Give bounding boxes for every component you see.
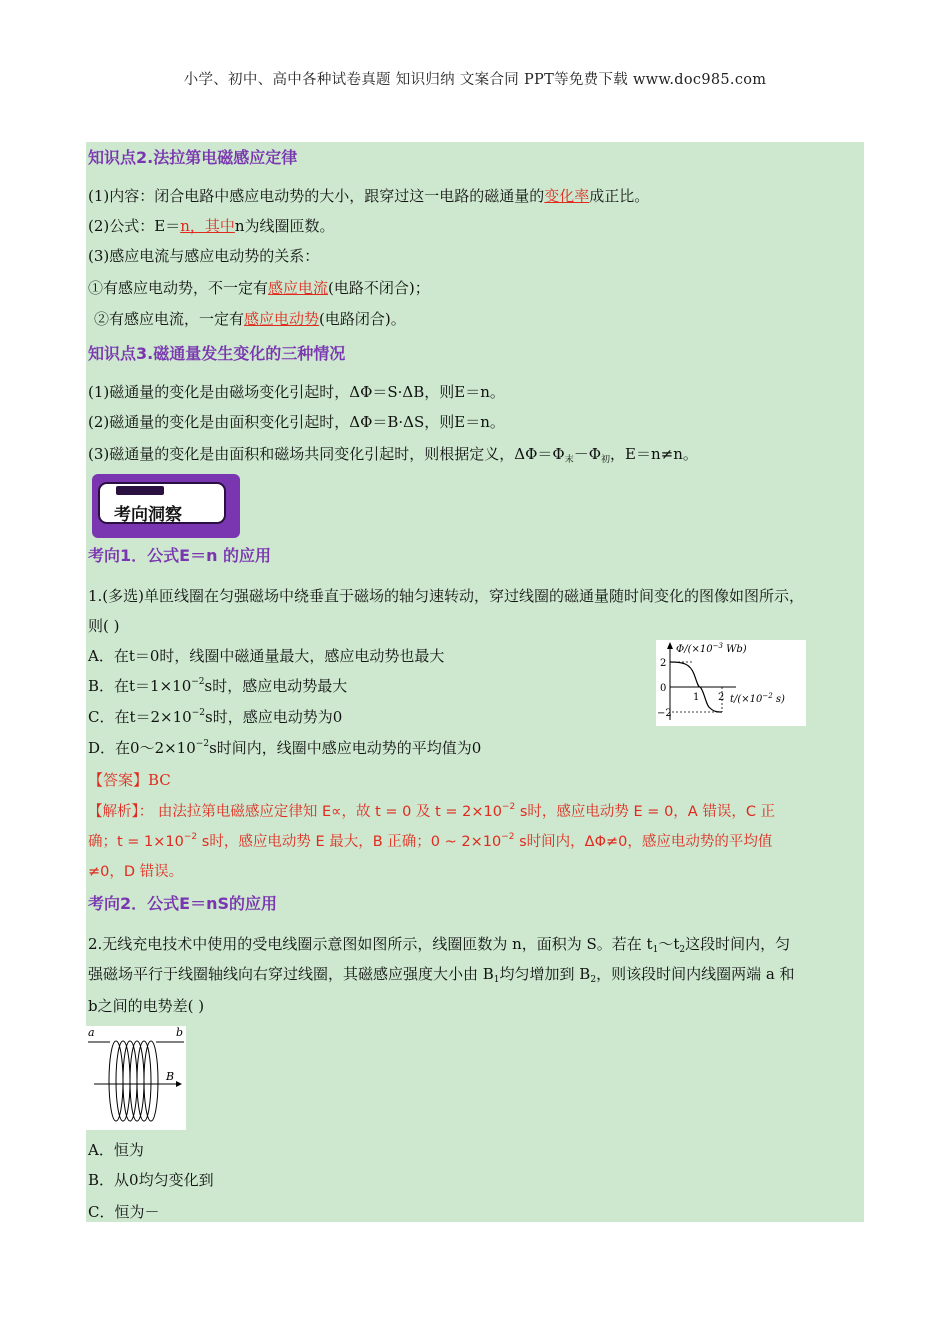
kp2-relation-line: (3)感应电流与感应电动势的关系： (88, 247, 320, 265)
analysis-line-3: ≠0，D 错误。 (88, 864, 184, 880)
q2-option-a: A．恒为 (88, 1141, 144, 1159)
section-title-kx2: 考向2．公式E＝nS的应用 (88, 894, 277, 913)
field-label-b: B (166, 1070, 175, 1083)
analysis-line-2: 确；$t = 1\times 10^{-2}$ s时，感应电动势 E 最大，B 正确；0 ~ $2\times 10^{-2}$ s时间内，ΔΦ≠0，感应电动势的平均值 (88, 832, 773, 850)
terminal-b: b (176, 1026, 184, 1039)
section-title-kp2: 知识点2.法拉第电磁感应定律 (88, 148, 298, 167)
answer-label: 【答案】BC (88, 771, 171, 789)
kaoxiang-badge (92, 474, 240, 538)
question-2-stem-cont: 强磁场平行于线圈轴线向右穿过线圈，其磁感应强度大小由 $B_1$均匀增加到 $B_2$，则该段时间内线圈两端 a 和 (88, 965, 795, 985)
kp2-point-1: ①有感应电动势，不一定有感应电流(电路不闭合)； (88, 279, 430, 297)
graph-y-label: $\Phi/(\times 10^{-3}$ Wb) (676, 642, 747, 655)
badge-label: 考向洞察 (114, 505, 182, 525)
option-d: D．在$0\sim 2\times 10^{-2}s$时间内，线圈中感应电动势的平均值为0 (88, 739, 482, 757)
section-title-kp3: 知识点3.磁通量发生变化的三种情况 (88, 344, 346, 363)
q2-option-c: C．恒为－ (88, 1203, 160, 1221)
kp3-case-2: (2)磁通量的变化是由面积变化引起时，ΔΦ＝B·ΔS，则E＝n。 (88, 413, 505, 431)
coil-svg (86, 1026, 186, 1130)
kp3-case-1: (1)磁通量的变化是由磁场变化引起时，ΔΦ＝S·ΔB，则E＝n。 (88, 383, 505, 401)
terminal-a: a (88, 1026, 95, 1039)
content-panel (86, 142, 864, 1222)
flux-time-graph (656, 640, 806, 726)
tick-y-0: 0 (660, 683, 667, 694)
kp2-formula-line: (2)公式：E＝n，其中n为线圈匝数。 (88, 217, 335, 235)
option-a: A．在t＝0时，线圈中磁通量最大，感应电动势也最大 (88, 647, 445, 665)
question-1-stem: 1.(多选)单匝线圈在匀强磁场中绕垂直于磁场的轴匀速转动，穿过线圈的磁通量随时间变化的图像如图所示， (88, 587, 805, 605)
question-2-stem-end: b之间的电势差( ) (88, 997, 205, 1015)
page-header: 小学、初中、高中各种试卷真题 知识归纳 文案合同 PPT等免费下载 www.doc985.com (183, 72, 767, 88)
question-2-stem: 2.无线充电技术中使用的受电线圈示意图如图所示，线圈匝数为 n，面积为 S。若在 $t_1\sim t_2$这段时间内，匀 (88, 935, 791, 955)
kp2-point-2: ②有感应电流，一定有感应电动势(电路闭合)。 (94, 310, 406, 328)
question-1-stem-cont: 则( ) (88, 617, 120, 635)
kp3-case-3: (3)磁通量的变化是由面积和磁场共同变化引起时，则根据定义，$\Delta\Phi=\Phi_末-\Phi_初$，E＝n≠n。 (88, 445, 698, 465)
tick-y-2: 2 (660, 658, 667, 669)
option-b: B．在$t=1\times 10^{-2}s$时，感应电动势最大 (88, 677, 348, 695)
tick-y-minus-2: −2 (657, 708, 672, 719)
flux-graph-svg (656, 640, 806, 726)
analysis-line-1: 【解析】： 由法拉第电磁感应定律知 E∝，故 t = 0 及 $t = 2\times 10^{-2}$ s时，感应电动势 E = 0，A 错误，C 正 (88, 802, 776, 820)
tick-x-1: 1 (693, 692, 700, 703)
graph-x-label: $t/(\times 10^{-2}$ s) (730, 692, 785, 705)
kp2-content-line: (1)内容：闭合电路中感应电动势的大小，跟穿过这一电路的磁通量的变化率成正比。 (88, 187, 650, 205)
tick-x-2: 2 (718, 692, 725, 703)
section-title-kx1: 考向1．公式E＝n 的应用 (88, 546, 272, 565)
option-c: C．在$t=2\times 10^{-2}s$时，感应电动势为0 (88, 708, 343, 726)
coil-turns (109, 1041, 158, 1121)
coil-diagram (86, 1026, 186, 1130)
highlight-rate-of-change: 变化率 (544, 187, 590, 205)
q2-option-b: B．从0均匀变化到 (88, 1171, 214, 1189)
